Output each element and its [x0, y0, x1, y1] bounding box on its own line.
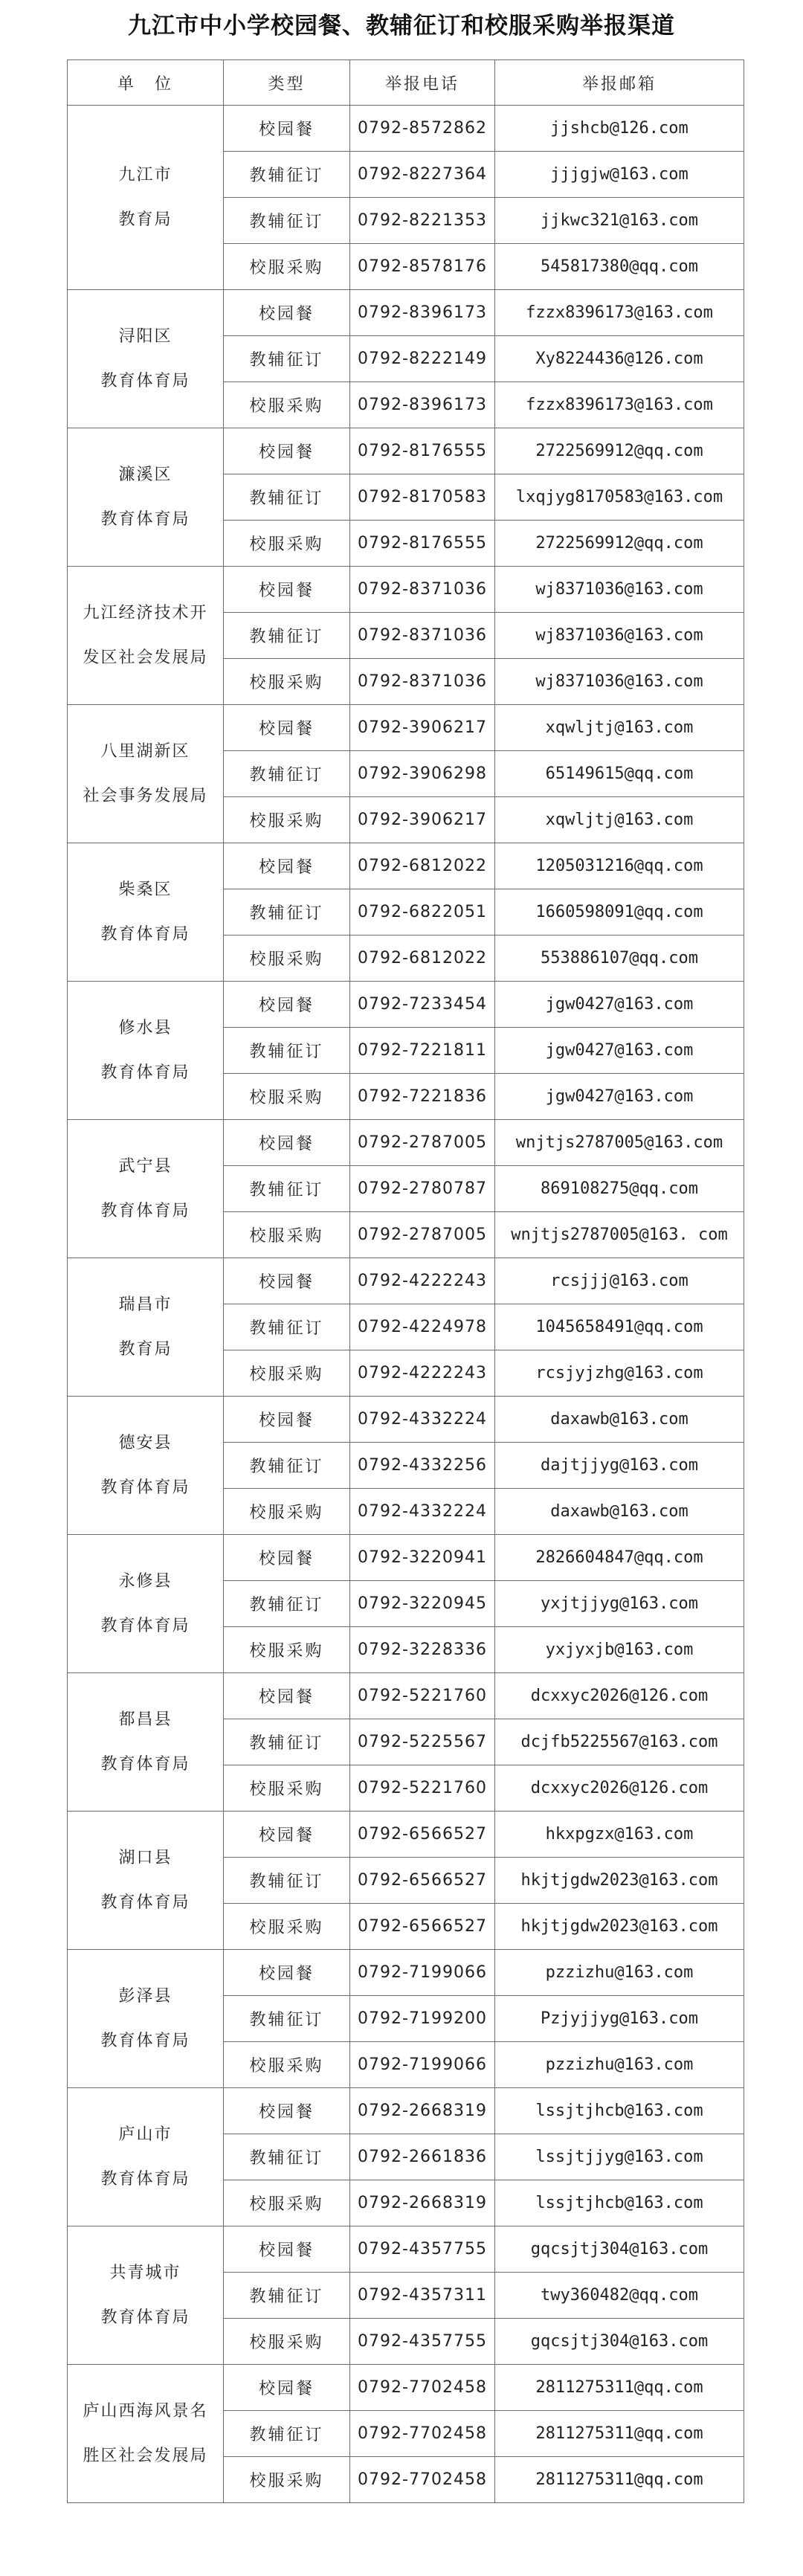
- unit-name-line: 彭泽县: [118, 1986, 172, 2006]
- type-cell: 教辅征订: [224, 889, 350, 936]
- type-cell: 校园餐: [224, 982, 350, 1028]
- header-unit: 单 位: [68, 60, 224, 106]
- unit-cell: [68, 428, 224, 567]
- email-cell: 2811275311@qq.com: [495, 2457, 744, 2503]
- type-cell: 校服采购: [224, 797, 350, 843]
- unit-name-line: 九江经济技术开: [83, 603, 208, 622]
- phone-cell: 0792-8176555: [350, 428, 495, 474]
- type-cell: 校服采购: [224, 1212, 350, 1258]
- phone-cell: 0792-6566527: [350, 1904, 495, 1950]
- type-cell: 教辅征订: [224, 1996, 350, 2042]
- email-cell: lssjtjhcb@163.com: [495, 2088, 744, 2134]
- table-row: [68, 428, 744, 474]
- email-cell: wj8371036@163.com: [495, 613, 744, 659]
- phone-cell: 0792-3906217: [350, 705, 495, 751]
- type-cell: 校园餐: [224, 1258, 350, 1304]
- phone-cell: 0792-7199066: [350, 2042, 495, 2088]
- type-cell: 教辅征订: [224, 198, 350, 244]
- phone-cell: 0792-4332224: [350, 1397, 495, 1443]
- phone-cell: 0792-4332224: [350, 1489, 495, 1535]
- type-cell: 教辅征订: [224, 1719, 350, 1765]
- type-cell: 教辅征订: [224, 613, 350, 659]
- type-cell: 校服采购: [224, 1489, 350, 1535]
- email-cell: yxjyxjb@163.com: [495, 1627, 744, 1673]
- unit-cell: [68, 106, 224, 290]
- unit-cell: [68, 1397, 224, 1535]
- phone-cell: 0792-7221811: [350, 1028, 495, 1074]
- table-row: [68, 1258, 744, 1304]
- unit-cell: [68, 1258, 224, 1397]
- unit-name-line: 永修县: [118, 1571, 172, 1591]
- email-cell: hkxpgzx@163.com: [495, 1812, 744, 1858]
- unit-cell: [68, 982, 224, 1120]
- type-cell: 教辅征订: [224, 2273, 350, 2319]
- unit-cell: [68, 567, 224, 705]
- unit-name-line: 八里湖新区: [100, 741, 190, 761]
- phone-cell: 0792-8371036: [350, 567, 495, 613]
- email-cell: 2722569912@qq.com: [495, 428, 744, 474]
- type-cell: 教辅征订: [224, 1443, 350, 1489]
- unit-cell: [68, 2226, 224, 2365]
- phone-cell: 0792-7702458: [350, 2365, 495, 2411]
- email-cell: Pzjyjjyg@163.com: [495, 1996, 744, 2042]
- type-cell: 校园餐: [224, 1535, 350, 1581]
- email-cell: jgw0427@163.com: [495, 1028, 744, 1074]
- table-row: [68, 1397, 744, 1443]
- type-cell: 教辅征订: [224, 152, 350, 198]
- type-cell: 校园餐: [224, 2226, 350, 2273]
- table-body: [68, 106, 744, 2503]
- unit-cell: [68, 1673, 224, 1812]
- email-cell: 2811275311@qq.com: [495, 2365, 744, 2411]
- phone-cell: 0792-5221760: [350, 1673, 495, 1719]
- email-cell: dajtjjyg@163.com: [495, 1443, 744, 1489]
- type-cell: 校园餐: [224, 567, 350, 613]
- unit-name-line: 共青城市: [109, 2263, 181, 2282]
- phone-cell: 0792-7702458: [350, 2457, 495, 2503]
- email-cell: hkjtjgdw2023@163.com: [495, 1858, 744, 1904]
- phone-cell: 0792-8371036: [350, 659, 495, 705]
- table-row: [68, 2088, 744, 2134]
- unit-name-line: 教育体育局: [100, 1893, 190, 1912]
- phone-cell: 0792-4357311: [350, 2273, 495, 2319]
- email-cell: daxawb@163.com: [495, 1397, 744, 1443]
- phone-cell: 0792-4222243: [350, 1350, 495, 1397]
- unit-name-line: 柴桑区: [118, 880, 172, 899]
- unit-name-line: 都昌县: [118, 1710, 172, 1729]
- email-cell: jjshcb@126.com: [495, 106, 744, 152]
- phone-cell: 0792-7702458: [350, 2411, 495, 2457]
- type-cell: 校园餐: [224, 705, 350, 751]
- type-cell: 校园餐: [224, 1812, 350, 1858]
- unit-cell: [68, 1950, 224, 2088]
- unit-name-line: 九江市: [118, 165, 172, 184]
- table-row: [68, 1950, 744, 1996]
- type-cell: 校园餐: [224, 290, 350, 336]
- phone-cell: 0792-3906298: [350, 751, 495, 797]
- email-cell: fzzx8396173@163.com: [495, 382, 744, 428]
- email-cell: 869108275@qq.com: [495, 1166, 744, 1212]
- unit-name-line: 修水县: [118, 1018, 172, 1037]
- unit-name-line: 教育体育局: [100, 509, 190, 529]
- type-cell: 校服采购: [224, 1765, 350, 1812]
- table-row: [68, 705, 744, 751]
- phone-cell: 0792-8578176: [350, 244, 495, 290]
- email-cell: 1045658491@qq.com: [495, 1304, 744, 1350]
- unit-name-line: 教育局: [118, 210, 172, 229]
- phone-cell: 0792-7221836: [350, 1074, 495, 1120]
- email-cell: gqcsjtj304@163.com: [495, 2226, 744, 2273]
- table-row: [68, 2226, 744, 2273]
- unit-cell: [68, 705, 224, 843]
- unit-name-line: 武宁县: [118, 1156, 172, 1176]
- email-cell: 2722569912@qq.com: [495, 521, 744, 567]
- type-cell: 校园餐: [224, 2365, 350, 2411]
- table-row: [68, 106, 744, 152]
- unit-name-line: 社会事务发展局: [83, 786, 208, 805]
- email-cell: 1205031216@qq.com: [495, 843, 744, 889]
- unit-cell: [68, 2365, 224, 2503]
- phone-cell: 0792-2787005: [350, 1120, 495, 1166]
- page-title: 九江市中小学校园餐、教辅征订和校服采购举报渠道: [128, 13, 675, 39]
- email-cell: lssjtjjyg@163.com: [495, 2134, 744, 2180]
- unit-name-line: 胜区社会发展局: [83, 2446, 208, 2465]
- type-cell: 校园餐: [224, 1950, 350, 1996]
- unit-cell: [68, 1535, 224, 1673]
- header-type: 类型: [224, 60, 350, 106]
- table-header-row: [68, 60, 744, 106]
- table-row: [68, 1120, 744, 1166]
- unit-cell: [68, 1812, 224, 1950]
- phone-cell: 0792-3906217: [350, 797, 495, 843]
- phone-cell: 0792-4357755: [350, 2226, 495, 2273]
- unit-name-line: 湖口县: [118, 1848, 172, 1867]
- type-cell: 校服采购: [224, 2457, 350, 2503]
- email-cell: xqwljtj@163.com: [495, 705, 744, 751]
- type-cell: 校园餐: [224, 106, 350, 152]
- unit-name-line: 教育体育局: [100, 1754, 190, 1774]
- phone-cell: 0792-3228336: [350, 1627, 495, 1673]
- email-cell: 553886107@qq.com: [495, 936, 744, 982]
- phone-cell: 0792-8170583: [350, 474, 495, 521]
- unit-name-line: 教育体育局: [100, 1616, 190, 1635]
- phone-cell: 0792-6566527: [350, 1858, 495, 1904]
- phone-cell: 0792-5221760: [350, 1765, 495, 1812]
- phone-cell: 0792-4332256: [350, 1443, 495, 1489]
- phone-cell: 0792-8371036: [350, 613, 495, 659]
- type-cell: 教辅征订: [224, 1166, 350, 1212]
- email-cell: dcxxyc2026@126.com: [495, 1673, 744, 1719]
- type-cell: 校服采购: [224, 1627, 350, 1673]
- email-cell: lxqjyg8170583@163.com: [495, 474, 744, 521]
- type-cell: 教辅征订: [224, 751, 350, 797]
- unit-name-line: 教育体育局: [100, 2308, 190, 2327]
- email-cell: 1660598091@qq.com: [495, 889, 744, 936]
- phone-cell: 0792-6812022: [350, 936, 495, 982]
- table-row: [68, 1535, 744, 1581]
- type-cell: 校园餐: [224, 1673, 350, 1719]
- email-cell: Xy8224436@126.com: [495, 336, 744, 382]
- phone-cell: 0792-7199200: [350, 1996, 495, 2042]
- email-cell: twy360482@qq.com: [495, 2273, 744, 2319]
- phone-cell: 0792-2780787: [350, 1166, 495, 1212]
- email-cell: 545817380@qq.com: [495, 244, 744, 290]
- phone-cell: 0792-8176555: [350, 521, 495, 567]
- unit-name-line: 教育局: [118, 1339, 172, 1359]
- phone-cell: 0792-8396173: [350, 382, 495, 428]
- type-cell: 校服采购: [224, 2319, 350, 2365]
- unit-name-line: 庐山市: [118, 2125, 172, 2144]
- email-cell: 2811275311@qq.com: [495, 2411, 744, 2457]
- type-cell: 校服采购: [224, 1350, 350, 1397]
- unit-name-line: 浔阳区: [118, 326, 172, 346]
- type-cell: 校服采购: [224, 659, 350, 705]
- email-cell: jgw0427@163.com: [495, 1074, 744, 1120]
- type-cell: 校园餐: [224, 2088, 350, 2134]
- table-row: [68, 843, 744, 889]
- phone-cell: 0792-2668319: [350, 2180, 495, 2226]
- unit-cell: [68, 2088, 224, 2226]
- phone-cell: 0792-5225567: [350, 1719, 495, 1765]
- phone-cell: 0792-7233454: [350, 982, 495, 1028]
- phone-cell: 0792-2668319: [350, 2088, 495, 2134]
- type-cell: 教辅征订: [224, 1858, 350, 1904]
- unit-cell: [68, 843, 224, 982]
- email-cell: 2826604847@qq.com: [495, 1535, 744, 1581]
- phone-cell: 0792-3220941: [350, 1535, 495, 1581]
- table-row: [68, 1673, 744, 1719]
- phone-cell: 0792-2661836: [350, 2134, 495, 2180]
- phone-cell: 0792-4222243: [350, 1258, 495, 1304]
- phone-cell: 0792-3220945: [350, 1581, 495, 1627]
- email-cell: jjkwc321@163.com: [495, 198, 744, 244]
- type-cell: 校服采购: [224, 2042, 350, 2088]
- table-row: [68, 567, 744, 613]
- phone-cell: 0792-4357755: [350, 2319, 495, 2365]
- phone-cell: 0792-8572862: [350, 106, 495, 152]
- type-cell: 校服采购: [224, 521, 350, 567]
- type-cell: 校园餐: [224, 1397, 350, 1443]
- email-cell: gqcsjtj304@163.com: [495, 2319, 744, 2365]
- type-cell: 教辅征订: [224, 1028, 350, 1074]
- phone-cell: 0792-8396173: [350, 290, 495, 336]
- email-cell: wnjtjs2787005@163. com: [495, 1212, 744, 1258]
- unit-cell: [68, 290, 224, 428]
- email-cell: pzzizhu@163.com: [495, 1950, 744, 1996]
- type-cell: 教辅征订: [224, 474, 350, 521]
- type-cell: 教辅征订: [224, 1581, 350, 1627]
- type-cell: 教辅征订: [224, 2134, 350, 2180]
- type-cell: 校服采购: [224, 2180, 350, 2226]
- email-cell: jjjgjw@163.com: [495, 152, 744, 198]
- email-cell: wj8371036@163.com: [495, 567, 744, 613]
- email-cell: 65149615@qq.com: [495, 751, 744, 797]
- unit-name-line: 教育体育局: [100, 371, 190, 390]
- email-cell: xqwljtj@163.com: [495, 797, 744, 843]
- type-cell: 校服采购: [224, 244, 350, 290]
- table-row: [68, 290, 744, 336]
- phone-cell: 0792-7199066: [350, 1950, 495, 1996]
- table-row: [68, 2365, 744, 2411]
- phone-cell: 0792-8227364: [350, 152, 495, 198]
- email-cell: daxawb@163.com: [495, 1489, 744, 1535]
- email-cell: hkjtjgdw2023@163.com: [495, 1904, 744, 1950]
- type-cell: 校服采购: [224, 936, 350, 982]
- phone-cell: 0792-6812022: [350, 843, 495, 889]
- email-cell: fzzx8396173@163.com: [495, 290, 744, 336]
- unit-name-line: 教育体育局: [100, 2169, 190, 2189]
- email-cell: rcsjjj@163.com: [495, 1258, 744, 1304]
- phone-cell: 0792-8222149: [350, 336, 495, 382]
- unit-name-line: 教育体育局: [100, 1063, 190, 1082]
- email-cell: wnjtjs2787005@163.com: [495, 1120, 744, 1166]
- phone-cell: 0792-6566527: [350, 1812, 495, 1858]
- email-cell: wj8371036@163.com: [495, 659, 744, 705]
- header-phone: 举报电话: [350, 60, 495, 106]
- unit-name-line: 德安县: [118, 1433, 172, 1452]
- unit-name-line: 教育体育局: [100, 924, 190, 944]
- email-cell: rcsjyjzhg@163.com: [495, 1350, 744, 1397]
- phone-cell: 0792-4224978: [350, 1304, 495, 1350]
- unit-name-line: 发区社会发展局: [83, 648, 208, 667]
- unit-name-line: 教育体育局: [100, 1478, 190, 1497]
- type-cell: 校园餐: [224, 843, 350, 889]
- unit-name-line: 教育体育局: [100, 1201, 190, 1220]
- unit-name-line: 教育体育局: [100, 2031, 190, 2050]
- type-cell: 校园餐: [224, 1120, 350, 1166]
- type-cell: 校园餐: [224, 428, 350, 474]
- table-row: [68, 982, 744, 1028]
- type-cell: 教辅征订: [224, 1304, 350, 1350]
- header-email: 举报邮箱: [495, 60, 744, 106]
- email-cell: jgw0427@163.com: [495, 982, 744, 1028]
- table-row: [68, 1812, 744, 1858]
- report-channels-table: [67, 59, 744, 2503]
- unit-cell: [68, 1120, 224, 1258]
- phone-cell: 0792-2787005: [350, 1212, 495, 1258]
- unit-name-line: 庐山西海风景名: [83, 2401, 208, 2421]
- email-cell: dcxxyc2026@126.com: [495, 1765, 744, 1812]
- type-cell: 校服采购: [224, 382, 350, 428]
- email-cell: pzzizhu@163.com: [495, 2042, 744, 2088]
- type-cell: 教辅征订: [224, 336, 350, 382]
- phone-cell: 0792-8221353: [350, 198, 495, 244]
- phone-cell: 0792-6822051: [350, 889, 495, 936]
- type-cell: 校服采购: [224, 1904, 350, 1950]
- type-cell: 教辅征订: [224, 2411, 350, 2457]
- email-cell: yxjtjjyg@163.com: [495, 1581, 744, 1627]
- email-cell: dcjfb5225567@163.com: [495, 1719, 744, 1765]
- email-cell: lssjtjhcb@163.com: [495, 2180, 744, 2226]
- type-cell: 校服采购: [224, 1074, 350, 1120]
- unit-name-line: 濂溪区: [118, 465, 172, 484]
- unit-name-line: 瑞昌市: [118, 1295, 172, 1314]
